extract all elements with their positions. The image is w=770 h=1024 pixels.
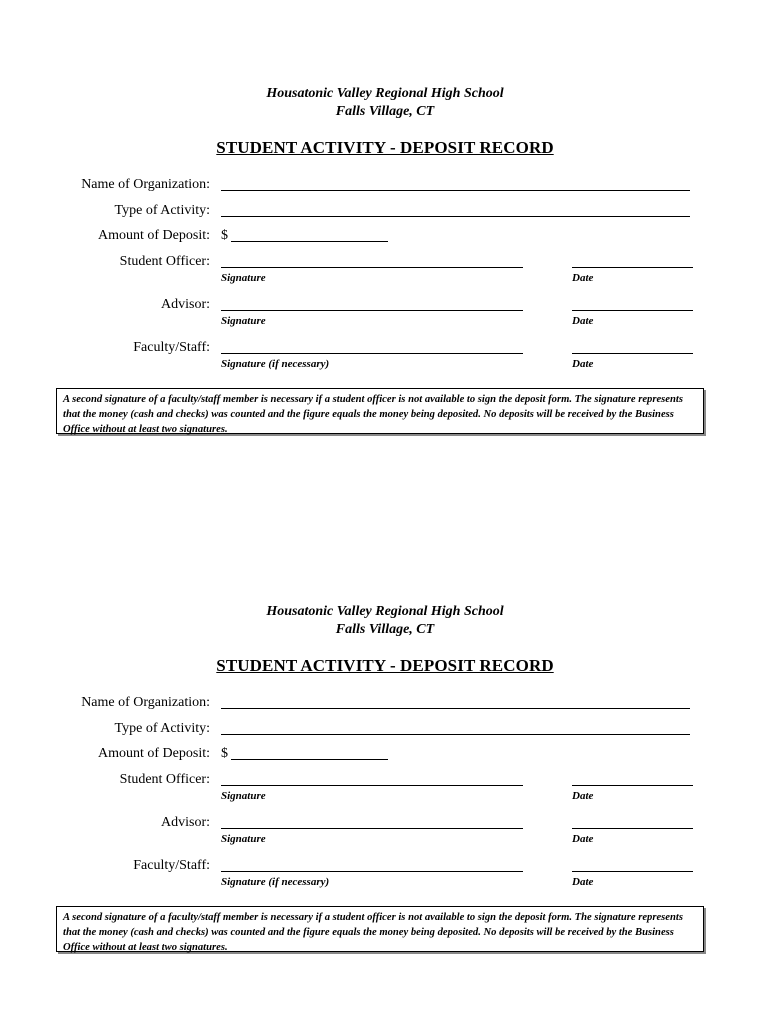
advisor-signature-field[interactable] xyxy=(221,310,523,311)
activity-label: Type of Activity: xyxy=(114,203,210,218)
date-caption: Date xyxy=(572,876,594,888)
amount-label: Amount of Deposit: xyxy=(98,228,210,243)
organization-field[interactable] xyxy=(221,708,690,709)
form-title: STUDENT ACTIVITY - DEPOSIT RECORD xyxy=(216,656,554,675)
amount-field[interactable] xyxy=(231,759,388,760)
student-officer-label: Student Officer: xyxy=(119,254,210,269)
activity-label: Type of Activity: xyxy=(114,721,210,736)
date-caption: Date xyxy=(572,790,594,802)
organization-label: Name of Organization: xyxy=(81,695,210,710)
advisor-date-field[interactable] xyxy=(572,828,693,829)
signature-caption: Signature xyxy=(221,833,266,845)
school-header xyxy=(0,85,770,121)
student-officer-signature-field[interactable] xyxy=(221,785,523,786)
deposit-form-2 xyxy=(0,518,770,953)
student-officer-label: Student Officer: xyxy=(119,772,210,787)
school-name: Housatonic Valley Regional High School xyxy=(266,604,504,619)
faculty-signature-field[interactable] xyxy=(221,871,523,872)
signature-caption: Signature xyxy=(221,315,266,327)
signature-if-necessary-caption: Signature (if necessary) xyxy=(221,876,330,888)
advisor-date-field[interactable] xyxy=(572,310,693,311)
date-caption: Date xyxy=(572,272,594,284)
form-title: STUDENT ACTIVITY - DEPOSIT RECORD xyxy=(216,138,554,157)
student-officer-date-field[interactable] xyxy=(572,785,693,786)
currency-symbol: $ xyxy=(221,746,228,761)
organization-label: Name of Organization: xyxy=(81,177,210,192)
organization-field[interactable] xyxy=(221,190,690,191)
faculty-label: Faculty/Staff: xyxy=(133,340,210,355)
signature-if-necessary-caption: Signature (if necessary) xyxy=(221,358,330,370)
date-caption: Date xyxy=(572,358,594,370)
faculty-signature-field[interactable] xyxy=(221,353,523,354)
advisor-label: Advisor: xyxy=(161,297,210,312)
faculty-date-field[interactable] xyxy=(572,353,693,354)
school-name: Housatonic Valley Regional High School xyxy=(266,86,504,101)
advisor-signature-field[interactable] xyxy=(221,828,523,829)
school-location: Falls Village, CT xyxy=(335,104,435,119)
amount-field[interactable] xyxy=(231,241,388,242)
student-officer-date-field[interactable] xyxy=(572,267,693,268)
activity-field[interactable] xyxy=(221,216,690,217)
date-caption: Date xyxy=(572,833,594,845)
signature-notice: A second signature of a faculty/staff member is necessary if a student officer is not available to sign the deposit form. The signature represents that the money (cash and checks) was counted and the figure equals the money being deposited. No deposits will be received by the Business Office without at least two signatures. xyxy=(56,906,704,952)
amount-label: Amount of Deposit: xyxy=(98,746,210,761)
advisor-label: Advisor: xyxy=(161,815,210,830)
deposit-form-1 xyxy=(0,0,770,435)
student-officer-signature-field[interactable] xyxy=(221,267,523,268)
activity-field[interactable] xyxy=(221,734,690,735)
faculty-date-field[interactable] xyxy=(572,871,693,872)
signature-notice: A second signature of a faculty/staff member is necessary if a student officer is not available to sign the deposit form. The signature represents that the money (cash and checks) was counted and the figure equals the money being deposited. No deposits will be received by the Business Office without at least two signatures. xyxy=(56,388,704,434)
school-location: Falls Village, CT xyxy=(335,622,435,637)
school-header xyxy=(0,603,770,639)
date-caption: Date xyxy=(572,315,594,327)
signature-caption: Signature xyxy=(221,790,266,802)
faculty-label: Faculty/Staff: xyxy=(133,858,210,873)
currency-symbol: $ xyxy=(221,228,228,243)
signature-caption: Signature xyxy=(221,272,266,284)
